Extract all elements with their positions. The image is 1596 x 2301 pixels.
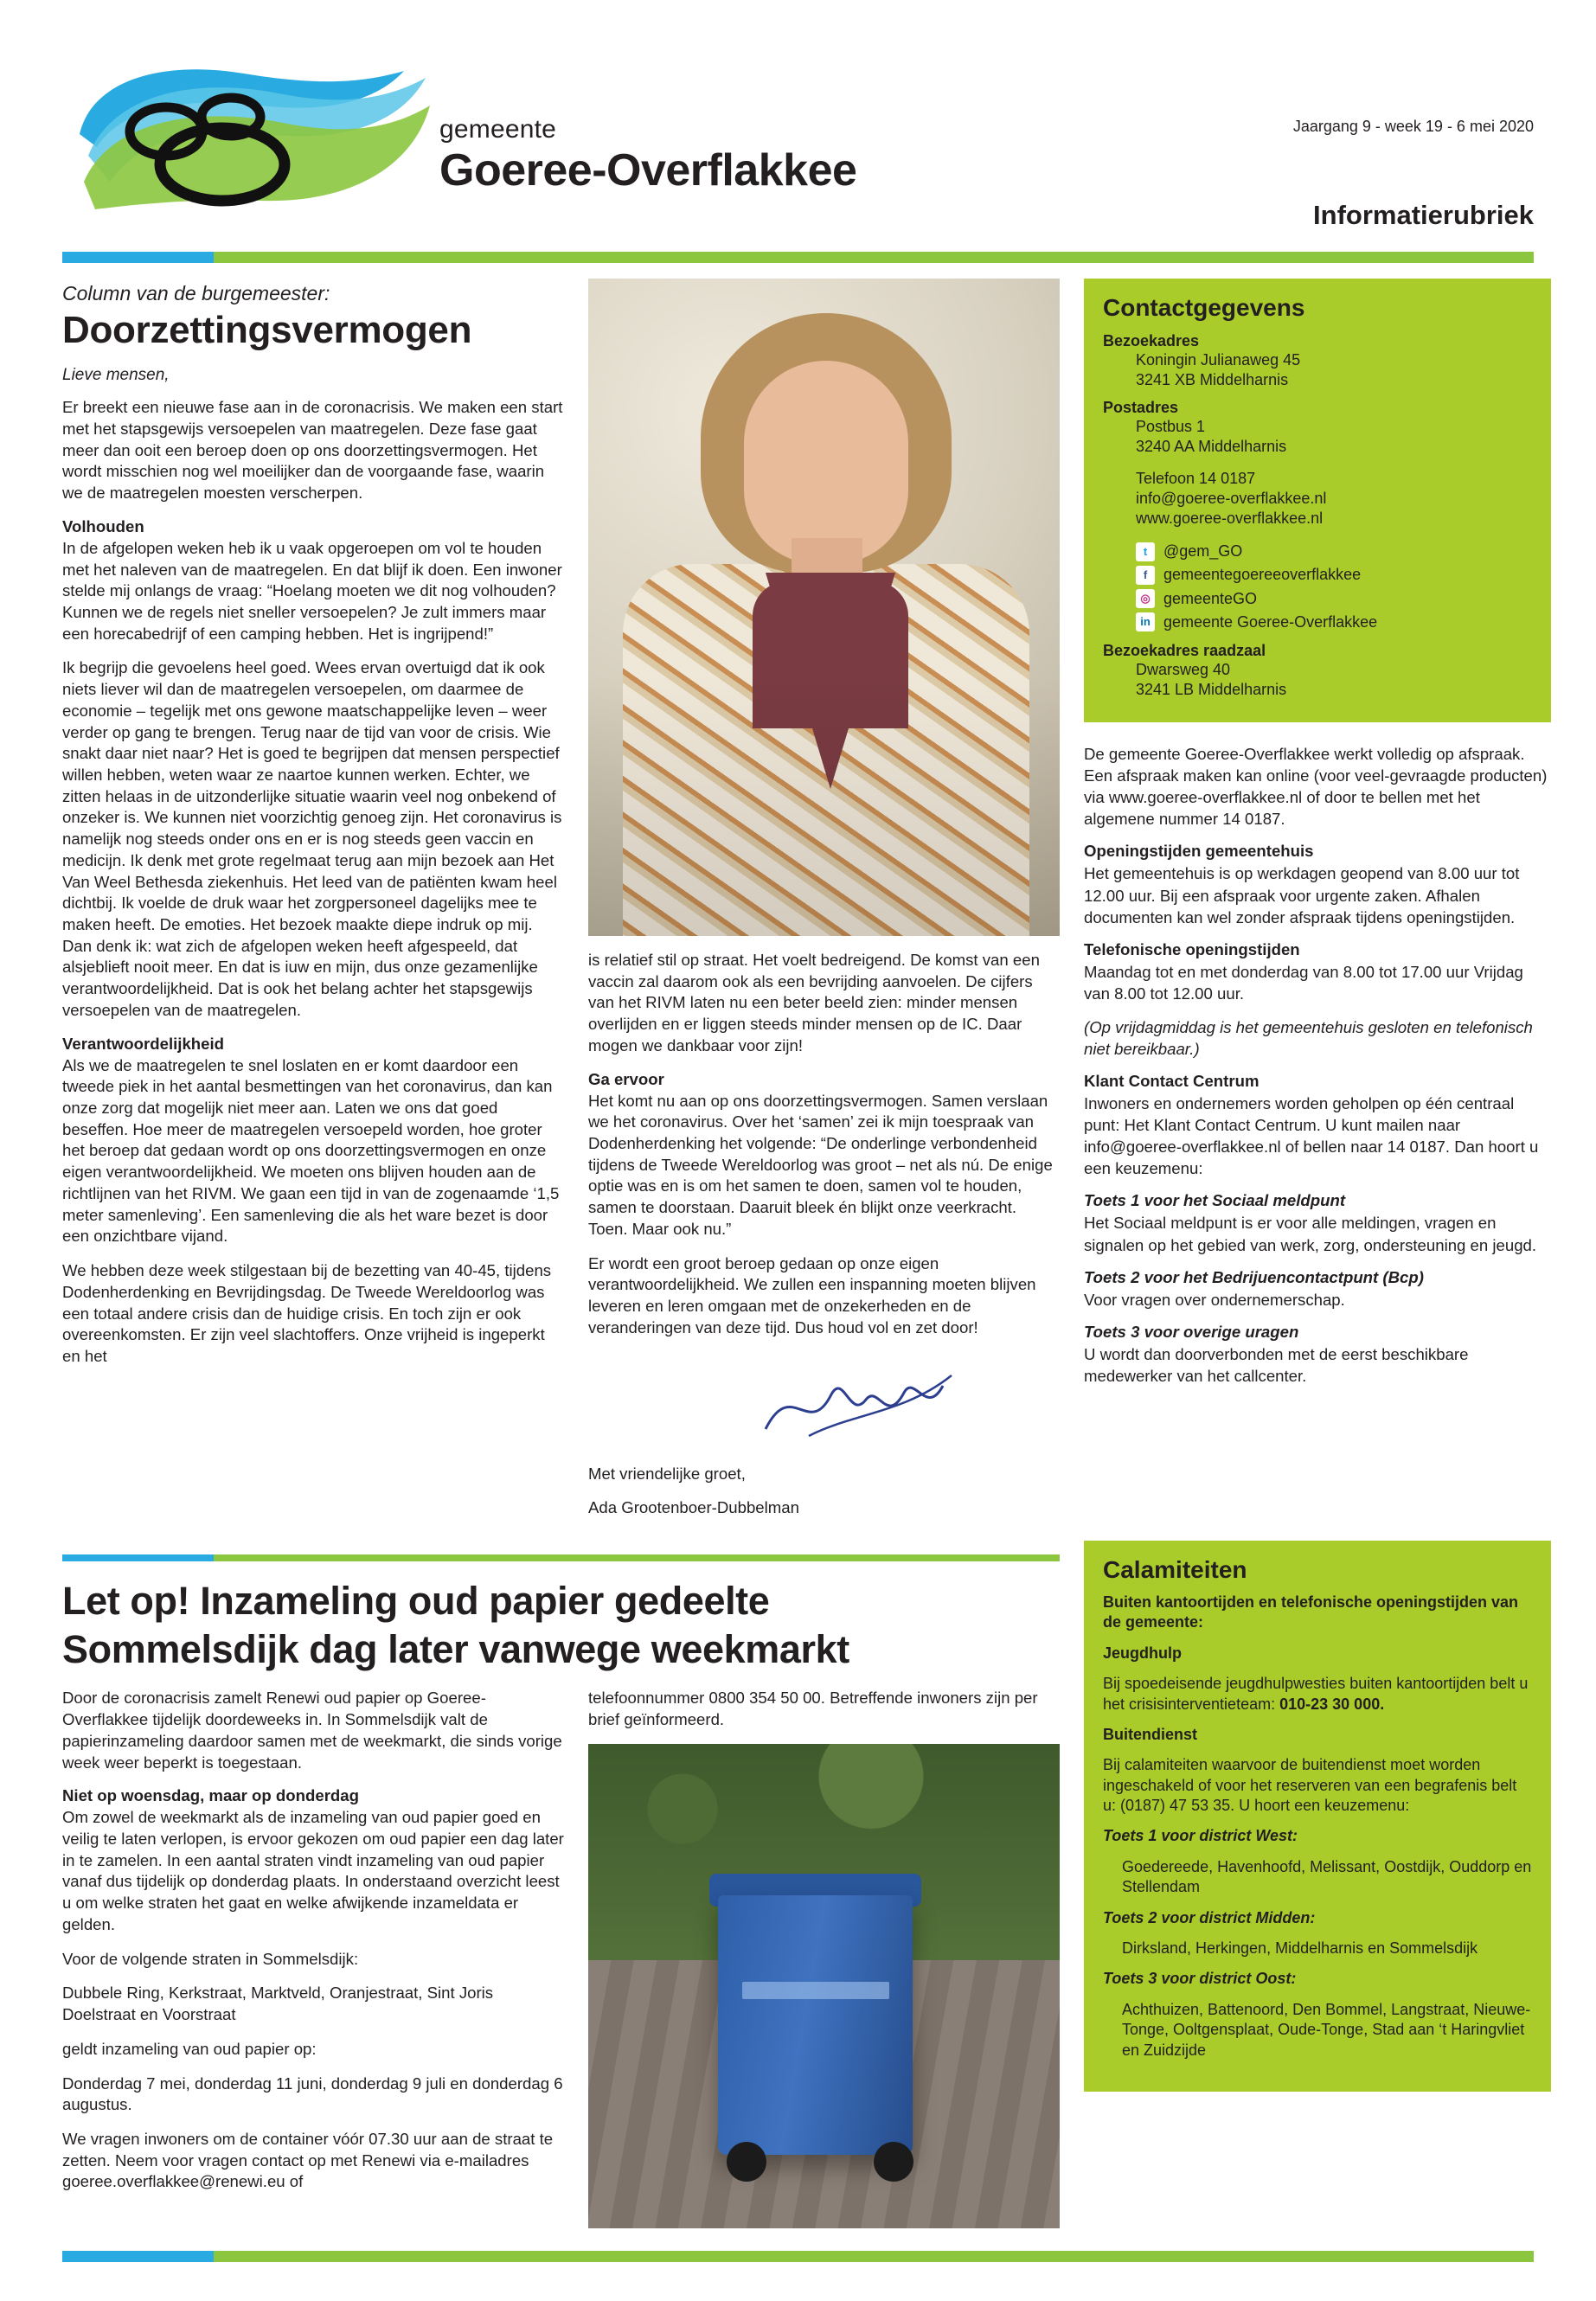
paper-collection-article	[62, 1541, 1060, 2228]
paragraph-toets-3: U wordt dan doorverbonden met de eerst beschikbare medewerker van het callcenter.	[1084, 1344, 1469, 1385]
column-intro: Er breekt een nieuwe fase aan in de coronacrisis. We maken een start met het stapsgewijs versoepelen van maatregelen. Deze fase gaat meer dan ooit een beroep doen op ons doorzettingsvermogen. Het wordt misschien nog wel moeilijker dan de voorgaande fase, waarin we de maatregelen moesten verscherpen.	[62, 398, 563, 503]
bottom-section	[62, 1541, 1534, 2228]
raadzaal-city: 3241 LB Middelharnis	[1136, 681, 1287, 698]
mayor-signature	[588, 1360, 1060, 1455]
paragraph-ga-ervoor: Het komt nu aan op ons doorzettingsvermogen. Samen verslaan we het coronavirus. Over het ‘samen’ zei ik mijn toespraak van Dodenherdenking het volgende: “De onderlinge verbondenheid tijdens de Tweede Wereldoorlog was groot – net als nú. De enige optie was en is om het samen te doen, samen vol te houden, samen te doorstaan. Daaruit bleek én blijkt onze veerkracht. Toen. Maar ook nu.”	[588, 1091, 1053, 1238]
brand-big: Goeree-Overflakkee	[439, 144, 857, 195]
paragraph-telefonisch: Maandag tot en met donderdag van 8.00 tot 17.00 uur Vrijdag van 8.00 tot 12.00 uur.	[1084, 962, 1523, 1003]
brand-small: gemeente	[439, 114, 557, 144]
social-item-instagram[interactable]	[1136, 588, 1532, 610]
contact-email[interactable]: info@goeree-overflakkee.nl	[1136, 490, 1327, 508]
contact-title: Contactgegevens	[1103, 294, 1305, 321]
section-title: Informatierubriek	[1313, 200, 1534, 230]
info-block	[1084, 743, 1551, 1387]
social-handle-twitter: @gem_GO	[1163, 542, 1243, 561]
paragraph-straten-intro: Voor de volgende straten in Sommelsdijk:	[62, 1949, 359, 1968]
rule-segment-green-2	[214, 1554, 1060, 1561]
paragraph-volhouden: In de afgelopen weken heb ik u vaak opgeroepen om vol te houden met het naleven van de maatregelen. En dat blijf ik doen. Een inwoner stelde mij onlangs de vraag: “Hoelang moeten we dit nog volhouden? Kunnen we de regels niet sneller versoepelen? Je zult immers maar een horecabedrijf of een camping hebben. Het is ingrijpend!”	[62, 538, 562, 643]
subhead-volhouden: Volhouden	[62, 516, 144, 535]
subhead-district-west: Toets 1 voor district West:	[1103, 1827, 1298, 1845]
subhead-district-oost: Toets 3 voor district Oost:	[1103, 1970, 1297, 1988]
paragraph-beroep: Er wordt een groot beroep gedaan op onze eigen verantwoordelijkheid. We zullen een inspanning moeten blijven leveren en leren omgaan met de onzekerheden en de veranderingen van deze tijd. Dus houd vol en zet door!	[588, 1253, 1036, 1336]
raadzaal-street: Dwarsweg 40	[1136, 660, 1231, 678]
social-list	[1136, 541, 1532, 633]
linkedin-icon: in	[1136, 612, 1155, 631]
column-middle	[588, 279, 1060, 1532]
municipality-logo-icon	[62, 52, 452, 225]
main-content	[62, 279, 1548, 1532]
instagram-icon: ◎	[1136, 589, 1155, 608]
rule-segment-green	[214, 252, 1534, 263]
paragraph-toets-1: Het Sociaal meldpunt is er voor alle meldingen, vragen en signalen op het gebied van werk, zorg, ondersteuning en jeugd.	[1084, 1214, 1537, 1254]
signer-name: Ada Grootenboer-Dubbelman	[588, 1498, 799, 1517]
social-item-linkedin[interactable]	[1136, 612, 1532, 633]
paragraph-intro: Door de coronacrisis zamelt Renewi oud papier op Goeree-Overflakkee tijdelijk doordeweeks in. In Sommelsdijk valt de papierinzameling daardoor samen met de weekmarkt, die sinds vorige week weer beperkt is toegestaan.	[62, 1689, 562, 1772]
column-right	[1084, 279, 1551, 1532]
paragraph-telefoon: telefoonnummer 0800 354 50 00. Betreffende inwoners zijn per brief geïnformeerd.	[588, 1689, 1038, 1729]
paragraph-mid-continuation: is relatief stil op straat. Het voelt bedreigend. De komst van een vaccin zal daarom ook als een bevrijding aanvoelen. De cijfers van het RIVM laten nu een beter beeld zien: minder mensen overlijden en er liggen steeds minder mensen op de IC. Daar mogen we dankbaar voor zijn!	[588, 951, 1040, 1054]
paragraph-begrijp: Ik begrijp die gevoelens heel goed. Wees ervan overtuigd dat ik ook niets liever wil dan de maatregelen versoepelen, om daarmee de economie – tegelijk met ons gewone maatschappelijke leven – weer verder op gang te brengen. Terug naar de tijd van voor de crisis. Wie snakt daar niet naar? Het is goed te begrijpen dat mensen perspectief willen hebben, weten waar ze naartoe kunnen werken. Echter, we zitten helaas in de uitzonderlijke situatie waarin veel nog onbekend of onzeker is. We kunnen niet voorzichtig genoeg zijn. Het coronavirus is namelijk nog steeds onder ons en er is nog steeds geen vaccin en medicijn. Ik denk met grote regelmaat terug aan mijn bezoek aan Het Van Weel Bethesda ziekenhuis. Het leed van de patiënten kwam heel dichtbij. Ik voelde de druk waar het zorgpersoneel dagelijks mee te maken heeft. De emoties. Het bezoek maakte diepe indruk op mij. Dan denk ik: wat zich de afgelopen weken heeft afgespeeld, dat alsjeblieft nooit meer. En dat is iuw en mijn, dus onze gezamenlijke verantwoordelijkheid. Dat is ook het belang achter het stapsgewijs versoepelen van de maatregelen.	[62, 658, 562, 1019]
paragraph-datums: Donderdag 7 mei, donderdag 11 juni, donderdag 9 juli en donderdag 6 augustus.	[62, 2073, 563, 2114]
rule-segment-blue-3	[62, 2251, 214, 2262]
paragraph-donderdag: Om zowel de weekmarkt als de inzameling van oud papier goed en veilig te laten verlopen, is ervoor gekozen om oud papier een dag later in te zamelen. In een aantal straten vindt inzameling van oud papier vanaf dus tijdelijk op donderdag plaats. In onderstaand overzicht leest u om welke straten het gaat en welke afwijkende inzameldata er gelden.	[62, 1808, 564, 1933]
social-handle-instagram: gemeenteGO	[1163, 589, 1258, 607]
paragraph-week: We hebben deze week stilgestaan bij de bezetting van 40-45, tijdens Dodenherdenking en Bevrijdingsdag. De Tweede Wereldoorlog was een totaal andere crisis dan de huidige crisis. En toch zijn er ook overeenkomsten. Er zijn veel slachtoffers. Onze vrijheid is ingeperkt en het	[62, 1261, 552, 1365]
paragraph-afspraak: De gemeente Goeree-Overflakkee werkt volledig op afspraak. Een afspraak maken kan online (voor veel-gevraagde producten) via www.goeree-overflakkee.nl of door te bellen met het algemene nummer 14 0187.	[1084, 745, 1548, 829]
subhead-jeugdhulp: Jeugdhulp	[1103, 1644, 1182, 1662]
bezoekadres-city: 3241 XB Middelharnis	[1136, 371, 1289, 389]
contact-box	[1084, 279, 1551, 722]
closing-greeting: Met vriendelijke groet,	[588, 1464, 746, 1483]
column-kicker: Column van de burgemeester:	[62, 282, 330, 304]
waste-bin-photo	[588, 1744, 1060, 2228]
column-title: Doorzettingsvermogen	[62, 309, 472, 351]
issue-line: Jaargang 9 - week 19 - 6 mei 2020	[1292, 118, 1534, 135]
subhead-toets-3: Toets 3 voor overige uragen	[1084, 1322, 1299, 1341]
calamiteiten-subtitle: Buiten kantoortijden en telefonische openingstijden van de gemeente:	[1103, 1593, 1519, 1631]
paragraph-verantwoordelijkheid: Als we de maatregelen te snel loslaten en er komt daardoor een tweede piek in het aantal besmettingen van het coronavirus, dan kan onze zorg dat mogelijk niet meer aan. Laten we ons dat goed beseffen. Hoe meer de maatregelen versoepeld worden, hoe groter het beroep dat gedaan wordt op ons doorzettingsvermogen en onze eigen verantwoordelijkheid. We moeten ons blijven houden aan de richtlijnen van het RIVM. We gaan een tijd in van de zogenaamde ‘1,5 meter samenleving’. Een samenleving die als het ware bezet is door een onzichtbare vijand.	[62, 1055, 560, 1246]
contact-website[interactable]: www.goeree-overflakkee.nl	[1136, 510, 1324, 528]
calamiteiten-column	[1084, 1541, 1551, 2228]
rule-segment-blue-2	[62, 1554, 214, 1561]
paragraph-openingstijden: Het gemeentehuis is op werkdagen geopend van 8.00 uur tot 12.00 uur. Bij een afspraak voor urgente zaken. Afhalen documenten kan wel zonder afspraak tijdens openingstijden.	[1084, 864, 1520, 926]
headline-line-1: Let op! Inzameling oud papier gedeelte	[62, 1578, 770, 1623]
mayor-portrait-photo	[588, 279, 1060, 936]
masthead	[62, 52, 1534, 238]
paragraph-klant-contact: Inwoners en ondernemers worden geholpen op één centraal punt: Het Klant Contact Centrum. U kunt mailen naar info@goeree-overflakkee.nl of bellen naar 14 0187. Dan hoort u een keuzemenu:	[1084, 1094, 1539, 1178]
paragraph-telefonisch-note: (Op vrijdagmiddag is het gemeentehuis gesloten en telefonisch niet bereikbaar.)	[1084, 1017, 1533, 1058]
label-bezoekadres: Bezoekadres	[1103, 332, 1200, 349]
postadres-city: 3240 AA Middelharnis	[1136, 438, 1287, 456]
paragraph-district-midden: Dirksland, Herkingen, Middelharnis en Sommelsdijk	[1122, 1939, 1478, 1958]
subhead-verantwoordelijkheid: Verantwoordelijkheid	[62, 1034, 225, 1053]
subhead-openingstijden: Openingstijden gemeentehuis	[1084, 842, 1314, 861]
rule-segment-blue	[62, 252, 214, 263]
label-postadres: Postadres	[1103, 399, 1179, 417]
column-salutation: Lieve mensen,	[62, 366, 170, 385]
article-headline	[62, 1577, 1060, 1675]
subhead-klant-contact: Klant Contact Centrum	[1084, 1072, 1259, 1091]
social-item-twitter[interactable]	[1136, 541, 1532, 562]
contact-phone: Telefoon 14 0187	[1136, 470, 1256, 488]
subhead-buitendienst: Buitendienst	[1103, 1725, 1198, 1743]
subhead-district-midden: Toets 2 voor district Midden:	[1103, 1908, 1316, 1926]
bezoekadres-street: Koningin Julianaweg 45	[1136, 351, 1301, 369]
twitter-icon: t	[1136, 542, 1155, 561]
brand-text	[439, 80, 856, 197]
jeugdhulp-phone: 010-23 30 000.	[1279, 1695, 1385, 1713]
paragraph-district-oost: Achthuizen, Battenoord, Den Bommel, Langstraat, Nieuwe-Tonge, Ooltgensplaat, Oude-Tonge, Stad aan ‘t Haringvliet en Zuidzijde	[1122, 2000, 1531, 2059]
top-rule	[62, 252, 1534, 263]
header-right	[1293, 52, 1534, 231]
subhead-telefonisch: Telefonische openingstijden	[1084, 939, 1300, 958]
paragraph-inzameling-label: geldt inzameling van oud papier op:	[62, 2039, 317, 2058]
column-left	[62, 279, 564, 1532]
paragraph-straten-list: Dubbele Ring, Kerkstraat, Marktveld, Oranjestraat, Sint Joris Doelstraat en Voorstraat	[62, 1984, 494, 2024]
paragraph-toets-2: Voor vragen over ondernemerschap.	[1084, 1290, 1345, 1309]
article-column-2	[588, 1688, 1060, 2227]
social-handle-facebook: gemeentegoereeoverflakkee	[1163, 566, 1362, 584]
postadres-box: Postbus 1	[1136, 418, 1206, 436]
section-rule	[62, 1554, 1060, 1561]
subhead-toets-1: Toets 1 voor het Sociaal meldpunt	[1084, 1191, 1346, 1210]
subhead-niet-woensdag: Niet op woensdag, maar op donderdag	[62, 1786, 359, 1805]
headline-line-2: Sommelsdijk dag later vanwege weekmarkt	[62, 1627, 849, 1672]
subhead-toets-2: Toets 2 voor het Bedrijuencontactpunt (Bcp)	[1084, 1267, 1424, 1286]
paragraph-district-west: Goedereede, Havenhoofd, Melissant, Oostdijk, Ouddorp en Stellendam	[1122, 1857, 1532, 1896]
calamiteiten-title: Calamiteiten	[1103, 1555, 1247, 1583]
social-item-facebook[interactable]	[1136, 564, 1532, 586]
label-raadzaal: Bezoekadres raadzaal	[1103, 641, 1266, 659]
facebook-icon: f	[1136, 566, 1155, 585]
footer-rule	[62, 2251, 1534, 2262]
jeugdhulp-text: Bij spoedeisende jeugdhulpwesties buiten kantoortijden belt u het crisisinterventieteam:	[1103, 1675, 1529, 1713]
rule-segment-green-3	[214, 2251, 1534, 2262]
paragraph-buitendienst: Bij calamiteiten waarvoor de buitendienst moet worden ingeschakeld of voor het reserveren van een begrafenis belt u: (0187) 47 53 35. U hoort een keuzemenu:	[1103, 1756, 1517, 1815]
paragraph-container: We vragen inwoners om de container vóór 07.30 uur aan de straat te zetten. Neem voor vragen contact op met Renewi via e-mailadres goeree.overflakkee@renewi.eu of	[62, 2129, 554, 2191]
subhead-ga-ervoor: Ga ervoor	[588, 1069, 664, 1088]
social-handle-linkedin: gemeente Goeree-Overflakkee	[1163, 612, 1378, 631]
calamiteiten-box	[1084, 1541, 1551, 2092]
article-column-1	[62, 1688, 564, 2227]
brand	[62, 52, 856, 225]
article-columns	[62, 1688, 1060, 2227]
paragraph-jeugdhulp	[1103, 1674, 1532, 1715]
